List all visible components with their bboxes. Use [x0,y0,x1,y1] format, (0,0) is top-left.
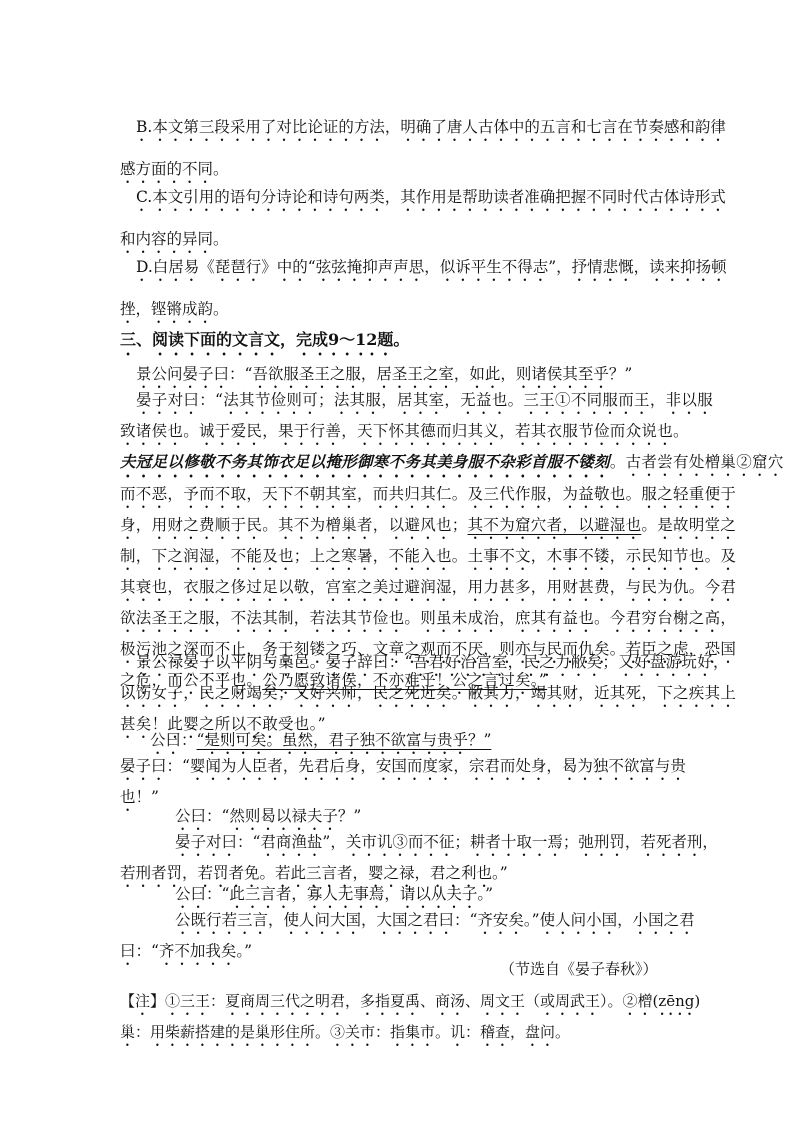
passage-line-with-underline [0,512,784,543]
passage-line: 也！” [120,788,159,806]
option-b-line-2: 感方面的不同。 [120,160,229,178]
passage-text: 公曰： [150,731,197,749]
passage-line: 若刑者罚，若罚者免。若此三言者，婴之禄，君之利也。” [120,864,508,882]
section-heading: 三、阅读下面的文言文，完成9～12题。 [120,330,410,349]
passage-line: 公曰：“此三言者，寡人无事焉，请以从夫子。” [175,885,494,903]
passage-line: 公曰：“然则曷以禄夫子？” [175,807,362,825]
option-c-line-1: C.本文引用的语句分诗论和诗句两类，其作用是帮助读者准确把握不同时代古体诗形式 [136,188,726,206]
bold-italic-sentence: 夫冠足以修敬不务其饰衣足以掩形御寒不务其美身服不杂彩首服不镂刻 [120,452,610,471]
passage-text: 之危，而公不平也。 [120,671,263,689]
passage-line: 晏子对曰：“君商渔盐”，关市讥③而不征；耕者十取一焉；弛刑罚，若死者刑， [175,833,718,851]
option-b-line-1: B.本文第三段采用了对比论证的方法，明确了唐人古体中的五言和七言在节奏感和韵律 [136,118,726,136]
passage-line-with-bold [0,449,784,481]
footnote-line: 【注】①三王：夏商周三代之明君，多指夏禹、商汤、周文王（或周武王）。②橧(zēng) [120,992,701,1010]
passage-line: 以饬女子，民之财竭矣；又好兴师，民之死近矣。敝其力，竭其财，近其死，下之疾其上 [120,684,737,702]
passage-line: 曰：“齐不加我矣。” [120,942,253,960]
option-d-line-1: D.白居易《琵琶行》中的“弦弦掩抑声声思，似诉平生不得志”，抒情悲慨，读来抑扬顿 [136,258,727,276]
passage-line: 景公问晏子曰：“吾欲服圣王之服，居圣王之室，如此，则诸侯其至乎？” [136,365,633,383]
passage-line: 极污池之深而不止，务于刻镂之巧、文章之观而不厌，则亦与民而仇矣。若臣之虑，恐国 [120,640,737,658]
passage-line: 晏子曰：“婴闻为人臣者，先君后身，安国而度家，宗君而处身，曷为独不欲富与贵 [120,757,686,775]
footnote-line: 巢：用柴薪搭建的是巢形住所。③关市：指集市。讥：稽查，盘问。 [120,1023,571,1041]
passage-line: 公既行若三言，使人问大国，大国之君曰：“齐安矣。”使人问小国，小国之君 [175,911,695,929]
passage-line: 制，下之润湿，不能及也；上之寒暑，不能入也。土事不文，木事不镂，示民知节也。及 [120,547,737,565]
passage-text: 身，用财之费顺于民。其不为橧巢者，以避风也； [120,516,468,534]
option-d-line-2: 挫，铿锵成韵。 [120,300,229,318]
passage-line: 其衰也，衣服之侈过足以敬，宫室之美过避润湿，用力甚多，用财甚费，与民为仇。今君 [120,578,737,596]
passage-text: 。是故明堂之 [641,516,737,534]
option-d [0,246,727,330]
passage-line: 致诸侯也。诚于爱民，果于行善，天下怀其德而归其义，若其衣服节俭而众说也。 [120,422,689,440]
passage-line: 甚矣！此婴之所以不敢受也。” [120,715,326,733]
passage-line: 欲法圣王之服，不法其制，若法其节俭也。则虽未成治，庶其有益也。今君穷台榭之高， [120,609,737,627]
footnote [120,988,700,1050]
passage-text: 。古者尝有处橧巢②窟穴 [609,453,784,471]
source-attribution: （节选自《晏子春秋》） [500,960,658,978]
passage-line: 而不恶，予而不取，天下不朝其室，而共归其仁。及三代作服，为益敬也。服之轻重便于 [120,485,737,503]
underlined-sentence: 公乃愿致诸侯，不亦难乎！公之言过矣。” [262,671,548,689]
option-c-line-2: 和内容的异同。 [120,230,229,248]
passage-line: 景公禄晏子以平阴与槀邑。晏子辞曰：“吾君好治宫室，民之力敝矣；又好盘游玩好， [136,653,729,671]
underlined-sentence: 其不为窟穴者，以避湿也 [467,516,642,534]
underlined-sentence: “是则可矣。虽然，君子独不欲富与贵乎？” [196,731,492,749]
passage-line: 晏子对曰：“法其节俭则可；法其服，居其室，无益也。三王①不同服而王，非以服 [136,391,714,409]
